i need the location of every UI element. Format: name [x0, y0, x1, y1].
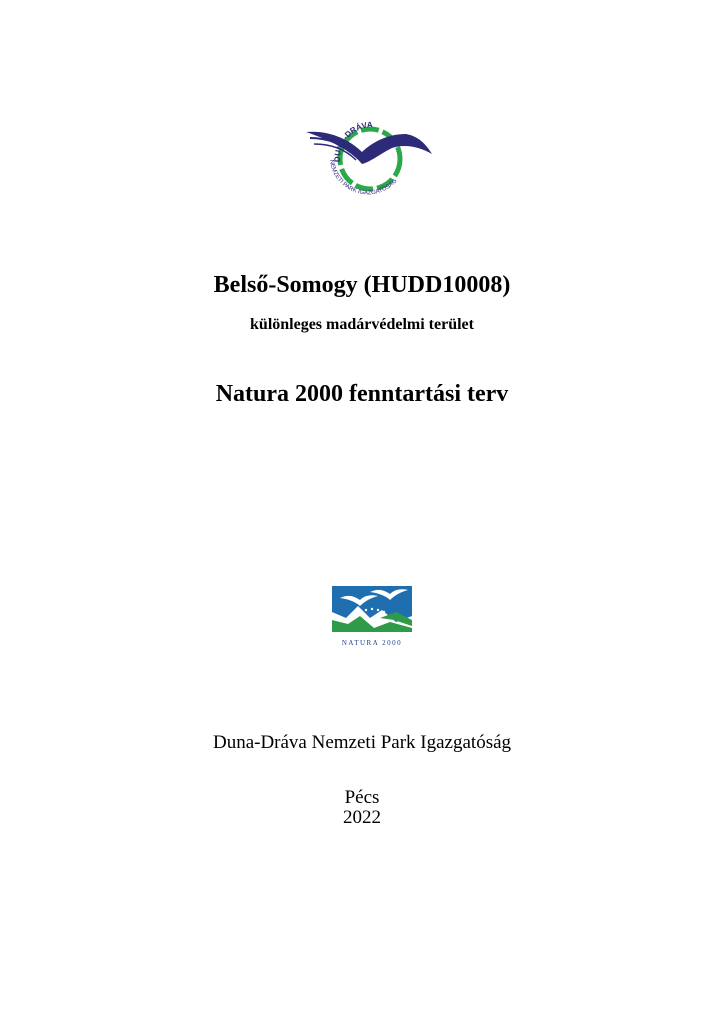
- logo-arc-bottom-text: NEMZETI PARK IGAZGATÓSÁG: [327, 159, 399, 197]
- city: Pécs: [344, 787, 380, 808]
- document-title: Belső-Somogy (HUDD10008): [213, 272, 511, 298]
- plan-title: Natura 2000 fenntartási terv: [215, 381, 509, 407]
- year: 2022: [343, 807, 381, 828]
- document-subtitle: különleges madárvédelmi terület: [250, 316, 474, 333]
- natura-logo-text: NATURA 2000: [341, 639, 403, 647]
- natura-2000-logo: [330, 582, 414, 648]
- logo-arc-top-text: DUNA-DRÁVA: [332, 120, 373, 163]
- duna-drava-logo: [300, 104, 436, 204]
- organization-name: Duna-Dráva Nemzeti Park Igazgatóság: [212, 732, 512, 753]
